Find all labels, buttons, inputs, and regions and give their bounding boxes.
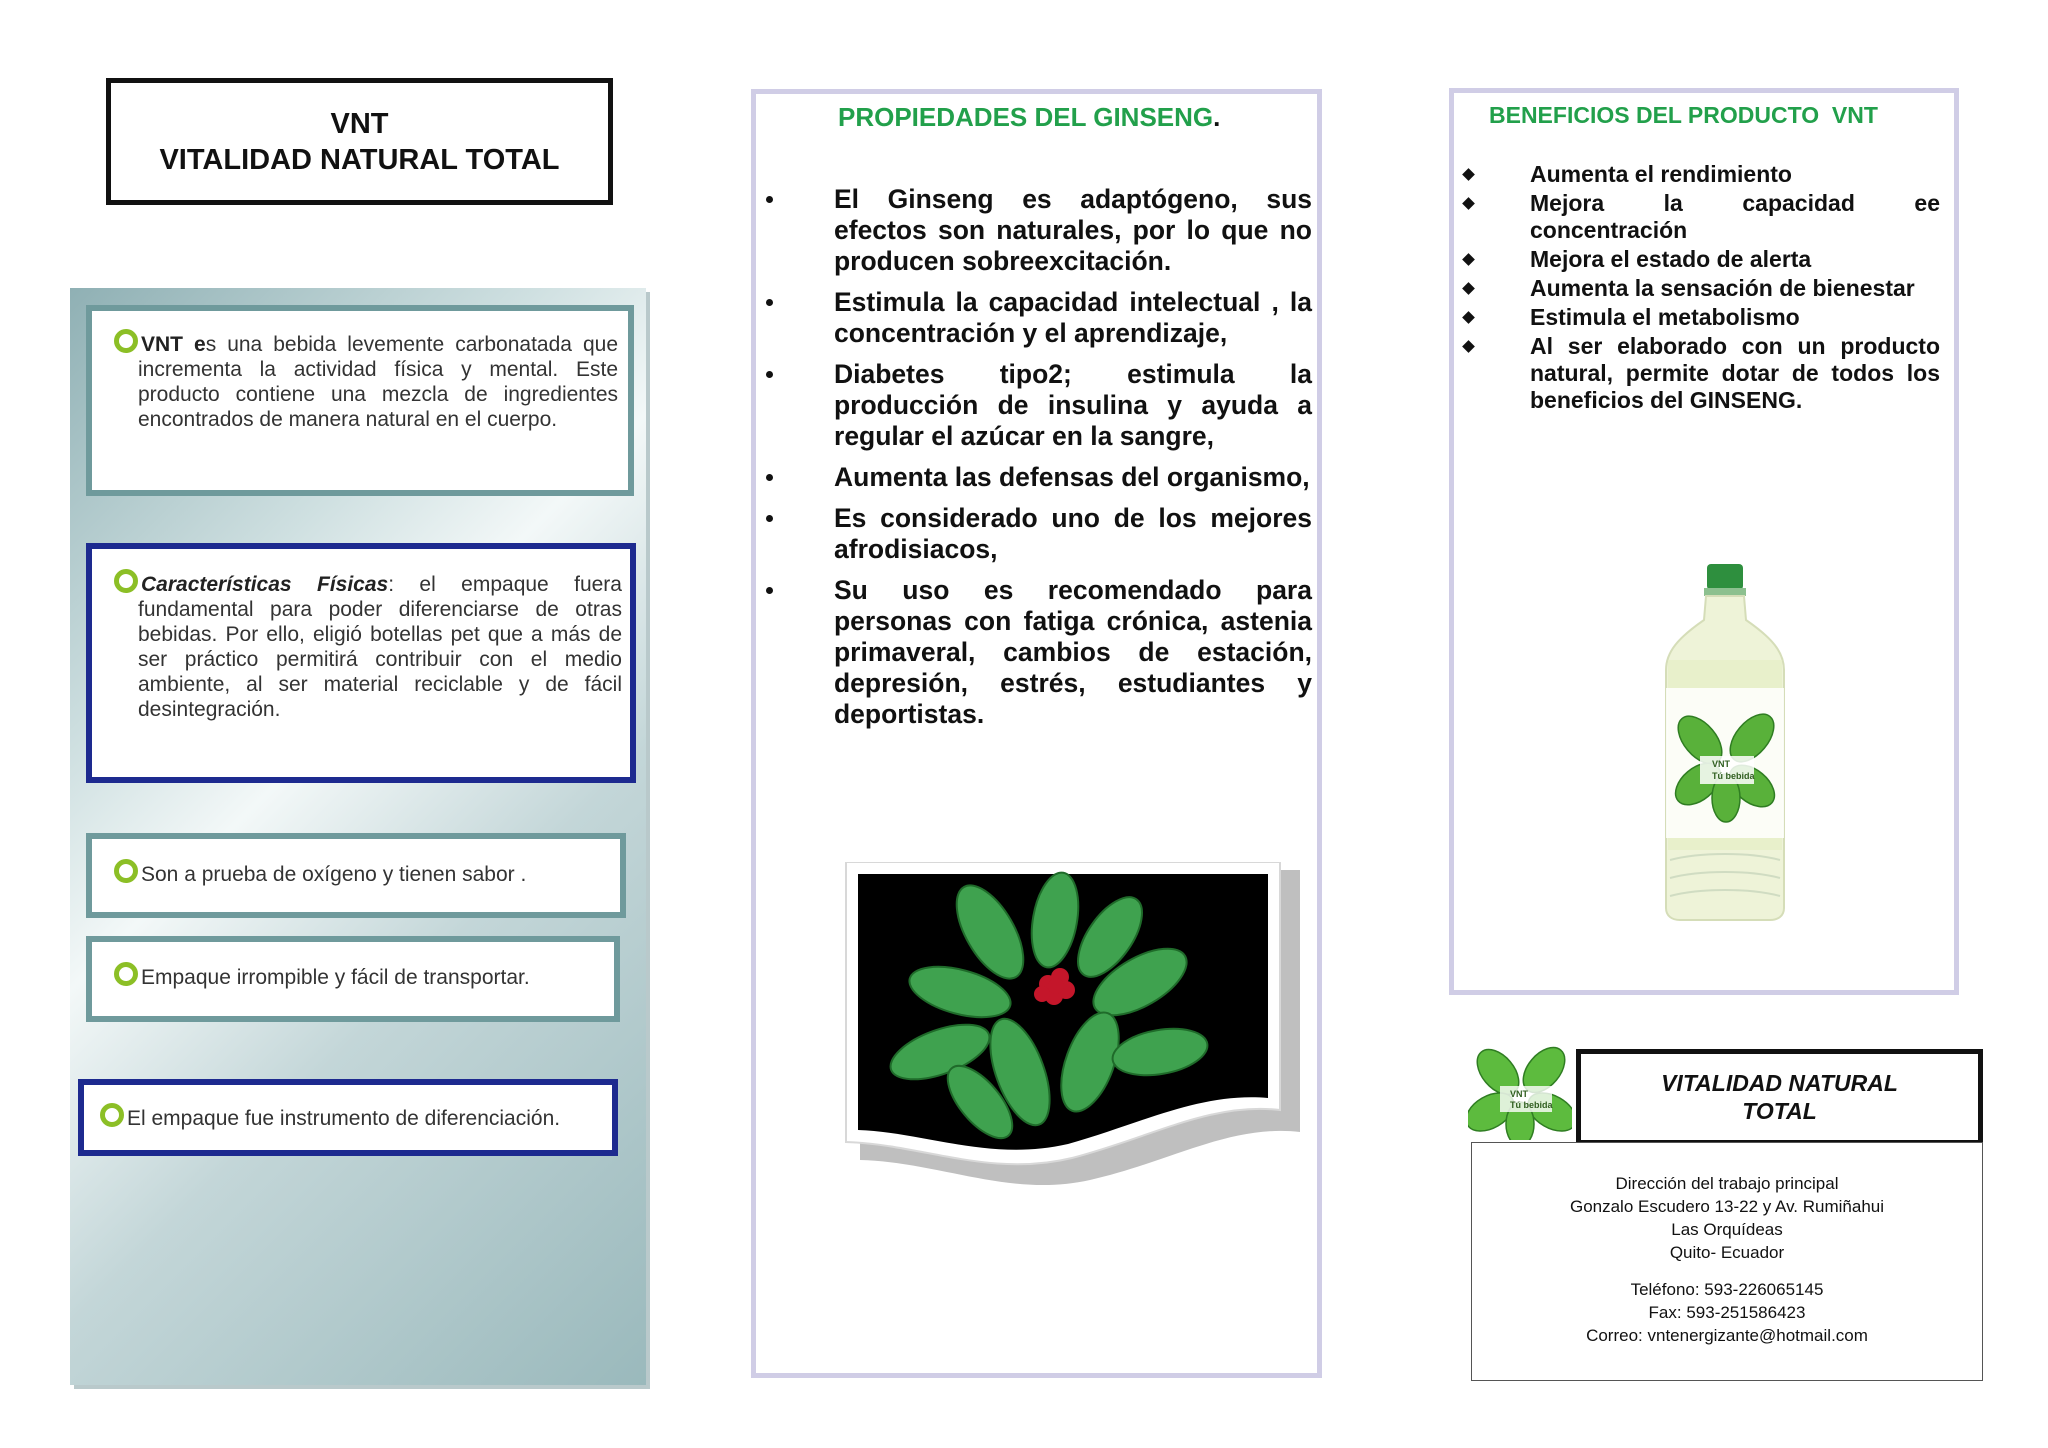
bullet-dot-icon [766,587,773,594]
list-item [1462,246,1940,273]
bullet-dot-icon [766,515,773,522]
phone-number: Teléfono: 593-226065145 [1630,1280,1824,1299]
green-ring-bullet-icon [114,962,138,986]
diamond-bullet-icon [1462,282,1475,295]
list-item-text: Su uso es recomendado para personas con fatiga crónica, astenia primaveral, cambios de estación, depresión, estrés, estudiantes y deportistas. [834,575,1312,729]
diamond-bullet-icon [1462,311,1475,324]
bullet-dot-icon [766,371,773,378]
bottle-label-line1: VNT [1712,759,1730,769]
product-benefits-list [1462,161,1940,416]
contact-info-box [1471,1142,1983,1381]
info-box-differentiation [78,1079,618,1156]
list-item [760,462,1312,493]
list-item-text: Es considerado uno de los mejores afrodisiacos, [834,503,1312,564]
footer-title-line2: TOTAL [1742,1098,1817,1124]
list-item-text: Estimula la capacidad intelectual , la concentración y el aprendizaje, [834,287,1312,348]
list-item [1462,190,1940,244]
info-text-unbreakable: Empaque irrompible y fácil de transportar. [141,966,530,989]
list-item [760,184,1312,277]
diamond-bullet-icon [1462,340,1475,353]
address-line-4: Quito- Ecuador [1669,1243,1785,1262]
list-item [1462,275,1940,302]
list-item [1462,161,1940,188]
info-text-differentiation: El empaque fue instrumento de diferenciación. [127,1107,561,1130]
bottle-label-line2: Tú bebida [1712,771,1755,781]
list-item-text: Mejora la capacidad ee concentración [1530,190,1940,243]
list-item-text: Diabetes tipo2; estimula la producción de insulina y ayuda a regular el azúcar en la sangre, [834,359,1312,451]
green-ring-bullet-icon [114,859,138,883]
info-text-oxygen: Son a prueba de oxígeno y tienen sabor . [141,863,527,886]
list-item [760,287,1312,349]
ginseng-properties-title-dot: . [1213,102,1221,132]
logo-label-line2: Tú bebida [1510,1100,1553,1110]
email-address: Correo: vntenergizante@hotmail.com [1586,1326,1868,1345]
ginseng-properties-title [838,102,1220,133]
green-ring-bullet-icon [114,569,138,593]
diamond-bullet-icon [1462,168,1475,181]
left-gradient-panel [70,288,646,1385]
list-item-text: Estimula el metabolismo [1530,304,1800,330]
list-item-text: Al ser elaborado con un producto natural, permite dotar de todos los beneficios del GINSENG. [1530,333,1940,413]
ginseng-properties-title-text: PROPIEDADES DEL GINSENG [838,102,1214,132]
brand-short-name: VNT [330,107,389,140]
address-line-1: Dirección del trabajo principal [1615,1174,1839,1193]
product-benefits-title: BENEFICIOS DEL PRODUCTO VNT [1489,102,1878,128]
info-lead-physical: Características Físicas [141,573,389,596]
info-lead-vnt: VNT e [141,333,206,356]
ginseng-plant-photo [840,862,1300,1198]
info-text-vnt: s una bebida levemente carbonatada que incrementa la actividad física y mental. Este producto contiene una mezcla de ingredientes encontrados de manera natural en el cuerpo. [138,333,618,431]
list-item-text: El Ginseng es adaptógeno, sus efectos son naturales, por lo que no producen sobreexcitación. [834,184,1312,276]
info-box-physical [86,543,636,783]
list-item-text: Aumenta la sensación de bienestar [1530,275,1915,301]
logo-label-line1: VNT [1510,1089,1528,1099]
fax-number: Fax: 593-251586423 [1648,1303,1806,1322]
info-box-oxygen [86,833,626,918]
list-item [1462,304,1940,331]
address-line-2: Gonzalo Escudero 13-22 y Av. Rumiñahui [1569,1197,1885,1216]
footer-title-line1: VITALIDAD NATURAL [1661,1070,1898,1096]
info-box-vnt [86,305,634,496]
bullet-dot-icon [766,196,773,203]
vnt-bottle-image [1660,560,1790,922]
diamond-bullet-icon [1462,253,1475,266]
brand-full-name: VITALIDAD NATURAL TOTAL [159,143,560,176]
list-item [1462,333,1940,414]
list-item-text: Aumenta el rendimiento [1530,161,1792,187]
info-text-physical: : el empaque fuera fundamental para poder diferenciarse de otras bebidas. Por ello, eligió botellas pet que a más de ser práctico permitirá contribuir con el medio ambiente, al ser material reciclable y de fácil desintegración. [138,573,622,721]
list-item [760,503,1312,565]
address-line-3: Las Orquídeas [1671,1220,1783,1239]
bullet-dot-icon [766,299,773,306]
list-item-text: Mejora el estado de alerta [1530,246,1812,272]
ginseng-properties-list [760,184,1312,740]
list-item [760,359,1312,452]
bullet-dot-icon [766,474,773,481]
footer-title-box [1576,1049,1983,1145]
brand-title-box [106,78,613,205]
list-item-text: Aumenta las defensas del organismo, [834,462,1310,492]
green-ring-bullet-icon [114,329,138,353]
list-item [760,575,1312,730]
vnt-leaf-logo [1468,1046,1572,1140]
info-box-unbreakable [86,936,620,1022]
green-ring-bullet-icon [100,1103,124,1127]
diamond-bullet-icon [1462,197,1475,210]
